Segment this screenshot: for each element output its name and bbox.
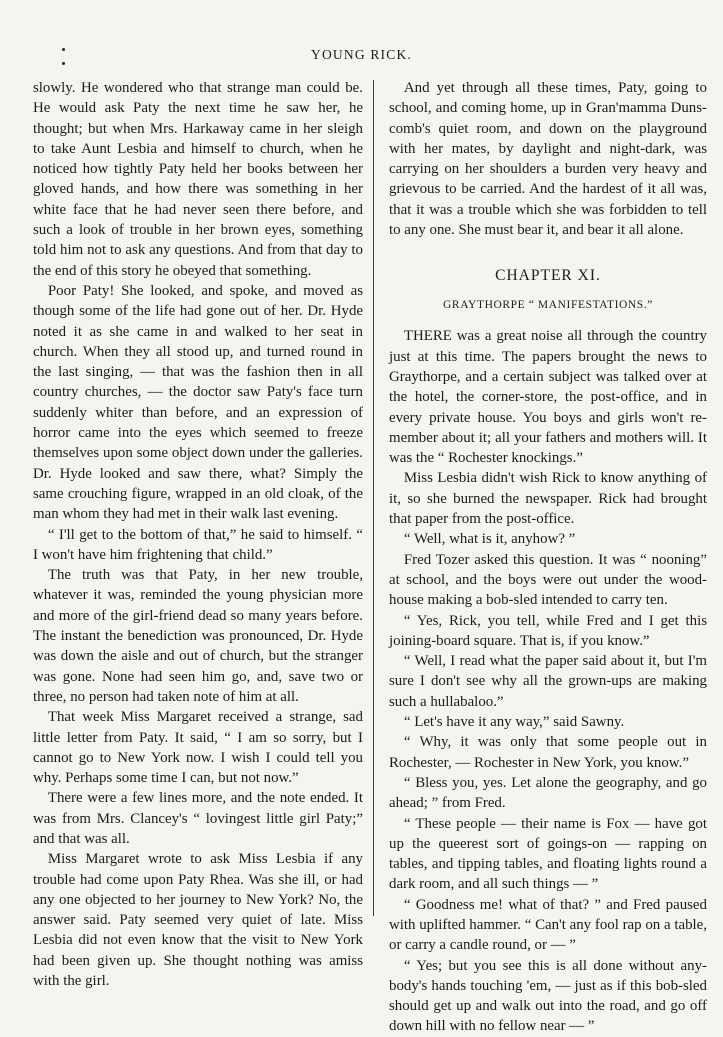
- paragraph: “ These people — their name is Fox — have got up the queerest sort of goings-on — rapping on tables, and tipping tables, and floating lights round a dark room, and all such things — ”: [389, 815, 707, 893]
- paragraph: Poor Paty! She looked, and spoke, and moved as though some of the life had gone out of her. Dr. Hyde noted it as she came in and walked to her seat in church. When they all stood up, and turned round in the last singing, — that was the fashion then in all country churches, — the doctor saw Paty's face turn suddenly whiter than before, and an expression of horror came into the eyes which seemed to freeze themselves upon some object down under the galleries. Dr. Hyde looked and saw there, what? Simply the same crouching figure, wrapped in an old cloak, of the man whom they had met in their walk last evening.: [33, 282, 363, 523]
- paragraph: “ Why, it was only that some people out in Rochester, — Rochester in New York, you know.”: [389, 734, 707, 771]
- paragraph: “ Yes, Rick, you tell, while Fred and I get this joining-board square. That is, if you know.”: [389, 612, 707, 649]
- paragraph: Miss Lesbia didn't wish Rick to know anything of it, so she burned the newspaper. Rick had brought that paper from the post-office.: [389, 470, 707, 528]
- chapter-heading: CHAPTER XI.: [495, 267, 601, 285]
- left-column: [33, 78, 363, 991]
- paragraph: There were a few lines more, and the note ended. It was from Mrs. Clancey's “ lovingest little girl Paty;” and that was all.: [33, 790, 363, 847]
- paragraph: “ Well, I read what the paper said about it, but I'm sure I don't see why all the grown-ups are making such a hullabaloo.”: [389, 653, 707, 710]
- paragraph: slowly. He wondered who that strange man could be. He would ask Paty the next time he saw her, he thought; but when Mrs. Harkaway came in her sleigh to take Aunt Lesbia and himself to church, when he noticed how tightly Paty held her books between her gloved hands, and how there was something in her white face that he had never seen there before, and such a look of trouble in her brown eyes, something told him not to ask any questions. And from that day to the end of this story he obeyed that something.: [33, 80, 363, 279]
- paragraph: “ Bless you, yes. Let alone the geography, and go ahead; ” from Fred.: [389, 774, 707, 812]
- paragraph: And yet through all these times, Paty, going to school, and coming home, up in Gran'mamma Duns-comb's quiet room, and down on the playground with her mates, by daylight and night-dark, was carrying on her shoulders a burden very heavy and grievous to be carried. And the hardest of it all was, that it was a trouble which she was forbidden to tell to any one. She must bear it, and bear it all alone.: [389, 80, 707, 239]
- paragraph: Miss Margaret wrote to ask Miss Lesbia if any trouble had come upon Paty Rhea. Was she ill, or had any one objected to her journey to New York? No, the answer said. Paty seemed very quiet of late. Miss Lesbia did not even know that the visit to New York had been given up. She thought nothing was amiss with the girl.: [33, 851, 363, 990]
- paragraph: That week Miss Margaret received a strange, sad little letter from Paty. It said, “ I am so sorry, but I cannot go to New York now. I wish I could tell you why. Perhaps some time I can, but not now.”: [33, 709, 363, 787]
- paragraph: THERE was a great noise all through the country just at this time. The papers brought the news to Graythorpe, and a certain subject was talked over at the hotel, the corner-store, the post-office, and in every private house. You boys and girls won't re-member about it; all your fathers and mothers will. It was the “ Rochester knockings.”: [389, 328, 707, 467]
- right-column: [389, 78, 707, 1037]
- chapter-subtitle: GRAYTHORPE “ MANIFESTATIONS.”: [443, 299, 653, 312]
- paragraph: “ I'll get to the bottom of that,” he said to himself. “ I won't have him frightening that child.”: [33, 526, 363, 563]
- running-head: YOUNG RICK.: [311, 47, 412, 62]
- column-divider: [373, 80, 374, 916]
- paragraph: “ Yes; but you see this is all done without any-body's hands touching 'em, — just as if this bob-sled should get up and walk out into the road, and go off down hill with no fellow near — ”: [389, 957, 707, 1035]
- paragraph: The truth was that Paty, in her new trouble, whatever it was, reminded the young physician more and more of the girl-friend dead so many years before. The instant the benediction was pronounced, Dr. Hyde was down the aisle and out of church, but the stranger was gone. None had seen him go, and, save two or three, no person had taken note of him at all.: [33, 567, 363, 705]
- paragraph: “ Goodness me! what of that? ” and Fred paused with uplifted hammer. “ Can't any fool rap on a table, or carry a candle round, or — ”: [389, 896, 707, 954]
- paragraph: “ Let's have it any way,” said Sawny.: [403, 714, 625, 731]
- paragraph: “ Well, what is it, anyhow? ”: [403, 531, 576, 548]
- paragraph: Fred Tozer asked this question. It was “ nooning” at school, and the boys were out under the wood-house making a bob-sled intended to carry ten.: [389, 551, 707, 609]
